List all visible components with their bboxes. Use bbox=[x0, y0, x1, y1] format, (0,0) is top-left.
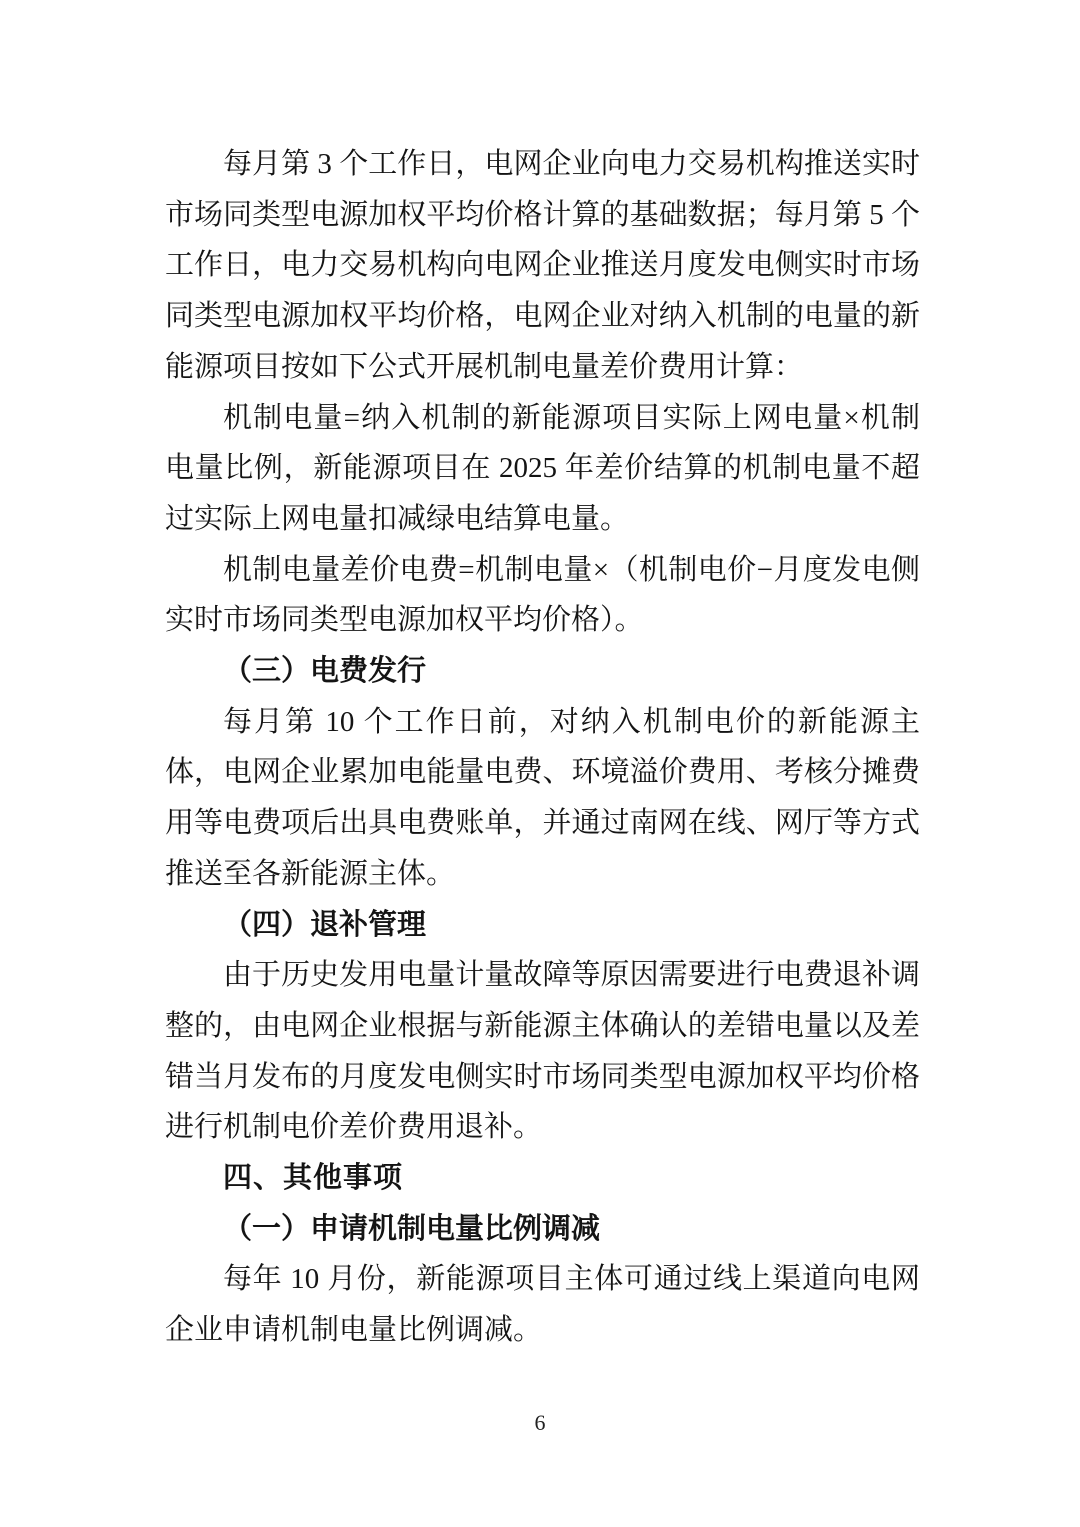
paragraph-apply-ratio-reduction-detail: 每年 10 月份，新能源项目主体可通过线上渠道向电网企业申请机制电量比例调减。 bbox=[165, 1263, 920, 1347]
page-number: 6 bbox=[534, 1410, 546, 1435]
document-text-block bbox=[165, 139, 920, 1356]
paragraph-bill-issuance-detail: 每月第 10 个工作日前，对纳入机制电价的新能源主体，电网企业累加电能量电费、环境溢价费用、考核分摊费用等电费项后出具电费账单，并通过南网在线、网厅等方式推送至各新能源主体。 bbox=[165, 705, 920, 890]
subheading-refund-management: （四）退补管理 bbox=[223, 908, 427, 941]
paragraph-billing-data-push: 每月第 3 个工作日，电网企业向电力交易机构推送实时市场同类型电源加权平均价格计算的基础数据；每月第 5 个工作日，电力交易机构向电网企业推送月度发电侧实时市场同类型电源加权平均价格，电网企业对纳入机制的电量的新能源项目按如下公式开展机制电量差价费用计算： bbox=[165, 148, 920, 383]
paragraph-refund-management-detail: 由于历史发用电量计量故障等原因需要进行电费退补调整的，由电网企业根据与新能源主体确认的差错电量以及差错当月发布的月度发电侧实时市场同类型电源加权平均价格进行机制电价差价费用退补。 bbox=[165, 959, 920, 1144]
section-heading-other-matters: 四、其他事项 bbox=[223, 1162, 404, 1195]
subheading-apply-ratio-reduction: （一）申请机制电量比例调减 bbox=[223, 1212, 601, 1245]
paragraph-mechanism-volume-formula: 机制电量=纳入机制的新能源项目实际上网电量×机制电量比例，新能源项目在 2025 年差价结算的机制电量不超过实际上网电量扣减绿电结算电量。 bbox=[165, 401, 920, 535]
paragraph-mechanism-price-diff-formula: 机制电量差价电费=机制电量×（机制电价−月度发电侧实时市场同类型电源加权平均价格）。 bbox=[165, 553, 920, 637]
subheading-bill-issuance: （三）电费发行 bbox=[223, 655, 427, 688]
